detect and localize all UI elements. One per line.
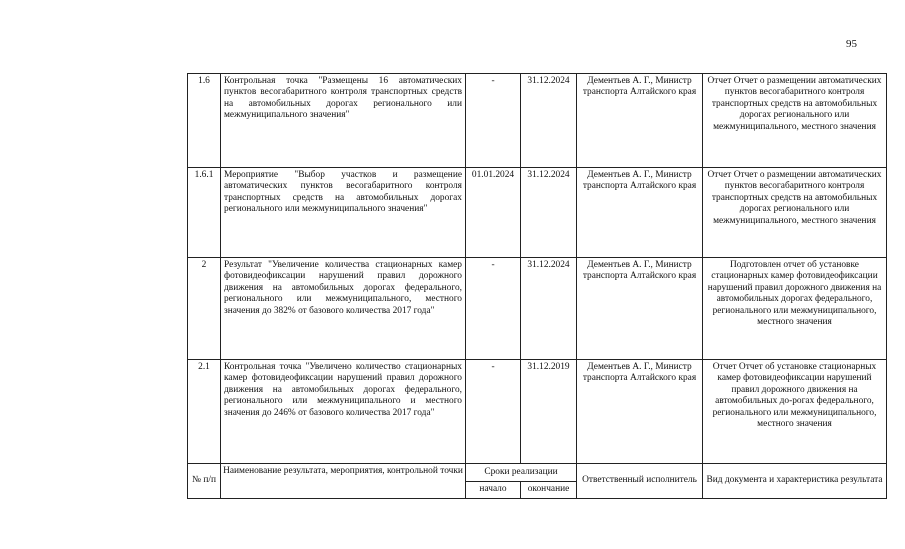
- row-end-date: 31.12.2024: [521, 258, 577, 360]
- page-number: 95: [846, 38, 857, 50]
- row-number: 1.6.1: [188, 168, 221, 258]
- table-header-row: [188, 464, 887, 482]
- row-responsible: Дементьев А. Г., Министр транспорта Алтайского края: [577, 74, 703, 168]
- row-start-date: -: [466, 258, 521, 360]
- row-responsible: Дементьев А. Г., Министр транспорта Алтайского края: [577, 168, 703, 258]
- row-document: Отчет Отчет о размещении автоматических пунктов весогабаритного контроля транспортных средств на автомобильных дорогах регионального или межмуниципального, местного значения: [703, 168, 887, 258]
- row-number: 1.6: [188, 74, 221, 168]
- row-name: Контрольная точка "Размещены 16 автоматических пунктов весогабаритного контроля транспортных средств на автомобильных дорогах регионального или межмуниципального значения": [221, 74, 466, 168]
- header-end: окончание: [521, 482, 577, 499]
- row-end-date: 31.12.2024: [521, 168, 577, 258]
- table-row: [188, 74, 887, 168]
- row-document: Подготовлен отчет об установке стационарных камер фотовидеофиксации нарушений правил дорожного движения на автомобильных дорогах федерального, регионального или межмуниципального, местного значения: [703, 258, 887, 360]
- header-name: Наименование результата, мероприятия, контрольной точки: [221, 464, 466, 499]
- row-name: Контрольная точка "Увеличено количество стационарных камер фотовидеофиксации нарушений правил дорожного движения на автомобильных дорогах федерального, регионального или межмуниципального и местного значения до 246% от базового количества 2017 года": [221, 360, 466, 464]
- row-end-date: 31.12.2019: [521, 360, 577, 464]
- row-start-date: 01.01.2024: [466, 168, 521, 258]
- table-row: [188, 258, 887, 360]
- row-responsible: Дементьев А. Г., Министр транспорта Алтайского края: [577, 360, 703, 464]
- header-document: Вид документа и характеристика результата: [703, 464, 887, 499]
- row-end-date: 31.12.2024: [521, 74, 577, 168]
- row-document: Отчет Отчет о размещении автоматических пунктов весогабаритного контроля транспортных средств на автомобильных дорогах регионального или межмуниципального, местного значения: [703, 74, 887, 168]
- row-start-date: -: [466, 360, 521, 464]
- header-responsible: Ответственный исполнитель: [577, 464, 703, 499]
- row-name: Мероприятие "Выбор участков и размещение автоматических пунктов весогабаритного контроля транспортных средств на автомобильных дорогах регионального или межмуниципального значения": [221, 168, 466, 258]
- header-number: № п/п: [188, 464, 221, 499]
- row-document: Отчет Отчет об установке стационарных камер фотовидеофиксации нарушений правил дорожного движения на автомобильных до-рогах федерального, регионального или межмуниципального, местного значения: [703, 360, 887, 464]
- row-number: 2: [188, 258, 221, 360]
- table-row: [188, 360, 887, 464]
- header-start: начало: [466, 482, 521, 499]
- header-period: Сроки реализации: [466, 464, 577, 482]
- row-number: 2.1: [188, 360, 221, 464]
- row-responsible: Дементьев А. Г., Министр транспорта Алтайского края: [577, 258, 703, 360]
- implementation-plan-table: [187, 73, 887, 499]
- row-start-date: -: [466, 74, 521, 168]
- row-name: Результат "Увеличение количества стационарных камер фотовидеофиксации нарушений правил дорожного движения на автомобильных дорогах федерального, регионального или межмуниципального, местного значения до 382% от базового количества 2017 года": [221, 258, 466, 360]
- table-row: [188, 168, 887, 258]
